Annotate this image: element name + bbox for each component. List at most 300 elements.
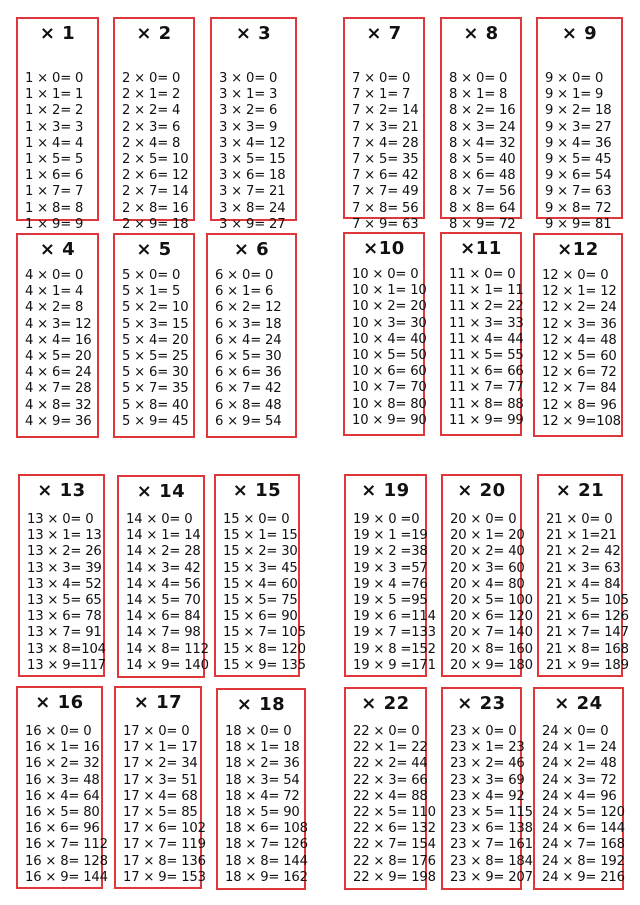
table-row: 19 × 6 =114 bbox=[353, 609, 436, 625]
table-row: 23 × 3= 69 bbox=[450, 772, 525, 788]
table-row: 11 × 0= 0 bbox=[449, 267, 516, 282]
times-table-card bbox=[537, 474, 629, 677]
table-row: 9 × 7= 63 bbox=[545, 184, 612, 200]
times-table-card bbox=[533, 233, 623, 437]
times-table-card bbox=[16, 17, 99, 232]
table-row: 13 × 5= 65 bbox=[27, 593, 102, 609]
table-row: 19 × 0 =0 bbox=[353, 512, 420, 527]
table-row: 24 × 7= 168 bbox=[542, 837, 625, 853]
table-row: 23 × 5= 115 bbox=[450, 805, 533, 821]
table-row: 12 × 9=108 bbox=[542, 413, 621, 429]
table-row: 20 × 8= 160 bbox=[450, 641, 533, 657]
table-row: 23 × 7= 161 bbox=[450, 837, 533, 853]
table-row: 5 × 2= 10 bbox=[122, 300, 189, 316]
table-row: 20 × 3= 60 bbox=[450, 560, 525, 576]
table-row: 6 × 2= 12 bbox=[215, 300, 282, 316]
table-row: 3 × 7= 21 bbox=[219, 184, 286, 200]
table-row: 21 × 0= 0 bbox=[546, 512, 613, 527]
table-row: 11 × 7= 77 bbox=[449, 380, 524, 396]
table-row: 17 × 6= 102 bbox=[123, 821, 206, 837]
table-row: 9 × 4= 36 bbox=[545, 135, 612, 151]
table-title: × 21 bbox=[555, 480, 605, 501]
table-row: 6 × 5= 30 bbox=[215, 349, 282, 365]
table-row: 2 × 8= 16 bbox=[122, 200, 189, 216]
table-row: 5 × 0= 0 bbox=[122, 268, 181, 283]
table-row: 15 × 8= 120 bbox=[223, 641, 306, 657]
table-row: 16 × 7= 112 bbox=[25, 837, 108, 853]
table-rows bbox=[123, 724, 206, 886]
table-title: × 19 bbox=[361, 480, 410, 501]
times-table-card bbox=[117, 475, 209, 678]
table-row: 13 × 0= 0 bbox=[27, 512, 94, 527]
table-rows bbox=[450, 512, 533, 674]
table-rows bbox=[353, 512, 436, 674]
table-row: 12 × 5= 60 bbox=[542, 349, 617, 365]
table-row: 10 × 5= 50 bbox=[352, 348, 427, 364]
table-row: 15 × 5= 75 bbox=[223, 593, 298, 609]
times-table-card bbox=[113, 233, 195, 438]
table-row: 13 × 6= 78 bbox=[27, 609, 102, 625]
table-row: 16 × 6= 96 bbox=[25, 821, 100, 837]
table-rows bbox=[449, 267, 524, 429]
table-row: 18 × 1= 18 bbox=[225, 740, 300, 756]
table-row: 4 × 8= 32 bbox=[25, 397, 92, 413]
table-row: 14 × 2= 28 bbox=[126, 544, 201, 560]
table-row: 12 × 7= 84 bbox=[542, 381, 617, 397]
table-row: 17 × 0= 0 bbox=[123, 724, 190, 739]
table-row: 21 × 7= 147 bbox=[546, 625, 629, 641]
table-row: 11 × 1= 11 bbox=[449, 283, 524, 299]
table-row: 7 × 7= 49 bbox=[352, 184, 419, 200]
table-row: 8 × 8= 64 bbox=[449, 200, 516, 216]
table-row: 4 × 2= 8 bbox=[25, 300, 84, 316]
times-table-card bbox=[344, 687, 436, 890]
table-row: 24 × 1= 24 bbox=[542, 740, 617, 756]
table-row: 15 × 4= 60 bbox=[223, 576, 298, 592]
table-row: 24 × 9= 216 bbox=[542, 869, 625, 885]
table-row: 2 × 9= 18 bbox=[122, 216, 189, 232]
table-row: 20 × 9= 180 bbox=[450, 657, 533, 673]
table-row: 10 × 1= 10 bbox=[352, 283, 427, 299]
table-row: 18 × 2= 36 bbox=[225, 756, 300, 772]
table-row: 11 × 2= 22 bbox=[449, 299, 524, 315]
table-row: 15 × 1= 15 bbox=[223, 528, 298, 544]
table-row: 15 × 9= 135 bbox=[223, 657, 306, 673]
table-row: 12 × 8= 96 bbox=[542, 397, 617, 413]
table-row: 13 × 2= 26 bbox=[27, 544, 102, 560]
table-row: 6 × 0= 0 bbox=[215, 268, 274, 283]
table-rows bbox=[225, 724, 308, 886]
table-row: 15 × 7= 105 bbox=[223, 625, 306, 641]
table-row: 8 × 5= 40 bbox=[449, 152, 516, 168]
table-row: 12 × 2= 24 bbox=[542, 300, 617, 316]
table-row: 11 × 6= 66 bbox=[449, 364, 524, 380]
table-row: 8 × 7= 56 bbox=[449, 184, 516, 200]
table-row: 4 × 5= 20 bbox=[25, 349, 92, 365]
table-row: 18 × 6= 108 bbox=[225, 821, 308, 837]
table-row: 1 × 8= 8 bbox=[25, 200, 84, 216]
table-row: 20 × 4= 80 bbox=[450, 576, 525, 592]
table-row: 1 × 0= 0 bbox=[25, 71, 84, 86]
table-row: 19 × 2 =38 bbox=[353, 544, 428, 560]
table-title: × 24 bbox=[554, 693, 603, 714]
table-title: × 22 bbox=[361, 693, 410, 714]
table-title: ×11 bbox=[460, 238, 502, 259]
table-rows bbox=[223, 512, 306, 674]
table-row: 17 × 1= 17 bbox=[123, 740, 198, 756]
table-row: 23 × 0= 0 bbox=[450, 724, 517, 739]
table-row: 22 × 9= 198 bbox=[353, 869, 436, 885]
table-title: × 14 bbox=[136, 481, 186, 502]
table-row: 2 × 6= 12 bbox=[122, 168, 189, 184]
table-row: 3 × 5= 15 bbox=[219, 152, 286, 168]
table-title: × 2 bbox=[136, 23, 172, 44]
table-row: 5 × 7= 35 bbox=[122, 381, 189, 397]
table-row: 5 × 4= 20 bbox=[122, 332, 189, 348]
table-title: ×10 bbox=[363, 238, 405, 259]
table-row: 1 × 1= 1 bbox=[25, 87, 84, 103]
table-row: 2 × 5= 10 bbox=[122, 152, 189, 168]
table-row: 14 × 8= 112 bbox=[126, 641, 209, 657]
table-row: 2 × 7= 14 bbox=[122, 184, 189, 200]
table-row: 7 × 3= 21 bbox=[352, 119, 419, 135]
table-row: 21 × 9= 189 bbox=[546, 657, 629, 673]
table-row: 16 × 2= 32 bbox=[25, 756, 100, 772]
table-title: × 8 bbox=[463, 23, 499, 44]
table-rows bbox=[545, 71, 611, 233]
table-row: 20 × 6= 120 bbox=[450, 609, 533, 625]
table-row: 2 × 4= 8 bbox=[122, 135, 181, 151]
table-title: × 18 bbox=[236, 694, 286, 715]
times-table-card bbox=[114, 686, 206, 889]
table-row: 14 × 6= 84 bbox=[126, 609, 201, 625]
table-row: 1 × 4= 4 bbox=[25, 135, 84, 151]
table-row: 11 × 3= 33 bbox=[449, 315, 524, 331]
table-rows bbox=[353, 724, 436, 886]
table-row: 8 × 9= 72 bbox=[449, 216, 516, 232]
table-row: 14 × 9= 140 bbox=[126, 657, 209, 673]
table-row: 23 × 1= 23 bbox=[450, 740, 525, 756]
table-row: 22 × 2= 44 bbox=[353, 756, 428, 772]
table-row: 13 × 4= 52 bbox=[27, 576, 102, 592]
table-row: 9 × 3= 27 bbox=[545, 119, 612, 135]
table-rows bbox=[352, 267, 427, 429]
table-row: 23 × 8= 184 bbox=[450, 853, 533, 869]
table-rows bbox=[122, 268, 188, 430]
table-row: 9 × 1= 9 bbox=[545, 87, 604, 103]
times-table-card bbox=[113, 17, 195, 232]
table-title: × 7 bbox=[366, 23, 402, 44]
table-row: 1 × 3= 3 bbox=[25, 119, 84, 135]
table-row: 6 × 6= 36 bbox=[215, 365, 282, 381]
table-row: 12 × 3= 36 bbox=[542, 316, 617, 332]
table-row: 4 × 9= 36 bbox=[25, 413, 92, 429]
table-row: 8 × 2= 16 bbox=[449, 103, 516, 119]
table-row: 14 × 1= 14 bbox=[126, 528, 201, 544]
table-row: 19 × 3 =57 bbox=[353, 560, 428, 576]
table-row: 10 × 0= 0 bbox=[352, 267, 419, 282]
table-row: 14 × 4= 56 bbox=[126, 576, 201, 592]
table-row: 14 × 7= 98 bbox=[126, 625, 201, 641]
table-row: 5 × 6= 30 bbox=[122, 365, 189, 381]
table-rows bbox=[27, 512, 106, 674]
table-row: 4 × 6= 24 bbox=[25, 365, 92, 381]
table-row: 21 × 6= 126 bbox=[546, 609, 629, 625]
table-row: 6 × 4= 24 bbox=[215, 332, 282, 348]
table-row: 9 × 2= 18 bbox=[545, 103, 612, 119]
table-row: 17 × 7= 119 bbox=[123, 837, 206, 853]
table-title: × 13 bbox=[37, 480, 86, 501]
table-title: × 9 bbox=[561, 23, 598, 44]
times-table-card bbox=[441, 687, 533, 890]
table-row: 14 × 0= 0 bbox=[126, 512, 193, 527]
table-row: 10 × 2= 20 bbox=[352, 299, 427, 315]
table-row: 18 × 3= 54 bbox=[225, 772, 300, 788]
table-row: 8 × 4= 32 bbox=[449, 135, 516, 151]
table-row: 3 × 3= 9 bbox=[219, 119, 278, 135]
table-row: 1 × 7= 7 bbox=[25, 184, 84, 200]
table-row: 17 × 5= 85 bbox=[123, 805, 198, 821]
table-row: 8 × 1= 8 bbox=[449, 87, 508, 103]
table-row: 4 × 3= 12 bbox=[25, 316, 92, 332]
table-row: 13 × 9=117 bbox=[27, 657, 106, 673]
table-row: 17 × 3= 51 bbox=[123, 772, 198, 788]
table-row: 22 × 0= 0 bbox=[353, 724, 420, 739]
table-row: 9 × 0= 0 bbox=[545, 71, 604, 86]
table-row: 6 × 8= 48 bbox=[215, 397, 282, 413]
table-row: 4 × 0= 0 bbox=[25, 268, 84, 283]
table-row: 2 × 1= 2 bbox=[122, 87, 181, 103]
table-rows bbox=[449, 71, 515, 233]
table-row: 10 × 3= 30 bbox=[352, 315, 427, 331]
table-row: 9 × 6= 54 bbox=[545, 168, 612, 184]
table-row: 19 × 7 =133 bbox=[353, 625, 436, 641]
table-row: 9 × 5= 45 bbox=[545, 152, 612, 168]
table-row: 23 × 2= 46 bbox=[450, 756, 525, 772]
table-row: 16 × 1= 16 bbox=[25, 740, 100, 756]
table-row: 17 × 4= 68 bbox=[123, 788, 198, 804]
times-table-card bbox=[216, 688, 306, 890]
table-rows bbox=[215, 268, 281, 430]
table-rows bbox=[122, 71, 188, 233]
table-row: 20 × 1= 20 bbox=[450, 528, 525, 544]
table-rows bbox=[25, 724, 108, 886]
table-row: 5 × 1= 5 bbox=[122, 284, 181, 300]
table-title: × 15 bbox=[232, 480, 282, 501]
table-row: 9 × 9= 81 bbox=[545, 216, 612, 232]
table-row: 19 × 1 =19 bbox=[353, 528, 428, 544]
table-row: 1 × 9= 9 bbox=[25, 216, 84, 232]
table-row: 21 × 3= 63 bbox=[546, 560, 621, 576]
times-table-card bbox=[440, 17, 522, 232]
table-row: 7 × 0= 0 bbox=[352, 71, 411, 86]
table-row: 7 × 6= 42 bbox=[352, 168, 419, 184]
table-rows bbox=[542, 268, 621, 430]
times-table-card bbox=[210, 17, 297, 232]
table-row: 19 × 8 =152 bbox=[353, 641, 436, 657]
table-row: 24 × 3= 72 bbox=[542, 772, 617, 788]
table-row: 22 × 3= 66 bbox=[353, 772, 428, 788]
table-row: 11 × 5= 55 bbox=[449, 348, 524, 364]
table-row: 14 × 5= 70 bbox=[126, 593, 201, 609]
table-row: 5 × 3= 15 bbox=[122, 316, 189, 332]
table-rows bbox=[542, 724, 625, 886]
table-row: 22 × 4= 88 bbox=[353, 788, 428, 804]
table-row: 15 × 0= 0 bbox=[223, 512, 290, 527]
table-row: 4 × 4= 16 bbox=[25, 332, 92, 348]
table-row: 17 × 8= 136 bbox=[123, 853, 206, 869]
times-table-card bbox=[536, 17, 623, 232]
table-row: 20 × 2= 40 bbox=[450, 544, 525, 560]
table-row: 9 × 8= 72 bbox=[545, 200, 612, 216]
table-row: 14 × 3= 42 bbox=[126, 560, 201, 576]
table-row: 5 × 9= 45 bbox=[122, 413, 189, 429]
table-row: 16 × 3= 48 bbox=[25, 772, 100, 788]
table-row: 3 × 1= 3 bbox=[219, 87, 278, 103]
table-rows bbox=[546, 512, 629, 674]
times-table-card bbox=[16, 233, 99, 438]
table-title: ×12 bbox=[557, 239, 599, 260]
table-row: 20 × 0= 0 bbox=[450, 512, 517, 527]
table-row: 10 × 6= 60 bbox=[352, 364, 427, 380]
table-row: 15 × 3= 45 bbox=[223, 560, 298, 576]
table-row: 24 × 6= 144 bbox=[542, 821, 625, 837]
table-row: 18 × 9= 162 bbox=[225, 869, 308, 885]
table-title: × 6 bbox=[233, 239, 270, 260]
table-row: 16 × 5= 80 bbox=[25, 805, 100, 821]
table-row: 23 × 6= 138 bbox=[450, 821, 533, 837]
table-row: 12 × 0= 0 bbox=[542, 268, 609, 283]
table-row: 11 × 4= 44 bbox=[449, 331, 524, 347]
table-row: 18 × 0= 0 bbox=[225, 724, 292, 739]
table-row: 6 × 3= 18 bbox=[215, 316, 282, 332]
table-row: 23 × 9= 207 bbox=[450, 869, 533, 885]
table-row: 24 × 0= 0 bbox=[542, 724, 609, 739]
table-row: 7 × 5= 35 bbox=[352, 152, 419, 168]
table-row: 19 × 5 =95 bbox=[353, 593, 428, 609]
table-row: 21 × 8= 168 bbox=[546, 641, 629, 657]
table-row: 20 × 5= 100 bbox=[450, 593, 533, 609]
table-row: 24 × 2= 48 bbox=[542, 756, 617, 772]
table-row: 21 × 1=21 bbox=[546, 528, 617, 544]
table-row: 19 × 9 =171 bbox=[353, 657, 436, 673]
table-row: 3 × 2= 6 bbox=[219, 103, 278, 119]
table-row: 22 × 7= 154 bbox=[353, 837, 436, 853]
table-row: 2 × 0= 0 bbox=[122, 71, 181, 86]
times-table-card bbox=[441, 474, 533, 677]
table-title: × 16 bbox=[35, 692, 84, 713]
table-row: 21 × 5= 105 bbox=[546, 593, 629, 609]
table-row: 11 × 8= 88 bbox=[449, 396, 524, 412]
table-row: 6 × 9= 54 bbox=[215, 413, 282, 429]
times-table-card bbox=[214, 474, 306, 677]
table-row: 15 × 6= 90 bbox=[223, 609, 298, 625]
table-rows bbox=[126, 512, 209, 674]
table-title: × 4 bbox=[39, 239, 76, 260]
table-title: × 20 bbox=[457, 480, 506, 501]
table-row: 22 × 6= 132 bbox=[353, 821, 436, 837]
table-title: × 17 bbox=[133, 692, 183, 713]
table-row: 7 × 8= 56 bbox=[352, 200, 419, 216]
table-row: 22 × 5= 110 bbox=[353, 805, 436, 821]
table-row: 18 × 7= 126 bbox=[225, 837, 308, 853]
table-row: 17 × 2= 34 bbox=[123, 756, 198, 772]
table-row: 13 × 7= 91 bbox=[27, 625, 102, 641]
times-table-card bbox=[344, 474, 436, 677]
table-title: × 1 bbox=[39, 23, 76, 44]
table-row: 12 × 6= 72 bbox=[542, 365, 617, 381]
table-row: 3 × 0= 0 bbox=[219, 71, 278, 86]
table-row: 13 × 3= 39 bbox=[27, 560, 102, 576]
table-row: 15 × 2= 30 bbox=[223, 544, 298, 560]
table-row: 8 × 6= 48 bbox=[449, 168, 516, 184]
table-row: 11 × 9= 99 bbox=[449, 412, 524, 428]
table-row: 1 × 6= 6 bbox=[25, 168, 84, 184]
table-row: 4 × 7= 28 bbox=[25, 381, 92, 397]
table-row: 23 × 4= 92 bbox=[450, 788, 525, 804]
table-row: 10 × 8= 80 bbox=[352, 396, 427, 412]
table-row: 18 × 4= 72 bbox=[225, 788, 300, 804]
table-row: 7 × 9= 63 bbox=[352, 216, 419, 232]
table-row: 17 × 9= 153 bbox=[123, 869, 206, 885]
table-row: 12 × 4= 48 bbox=[542, 332, 617, 348]
times-table-card bbox=[16, 686, 108, 889]
table-row: 5 × 8= 40 bbox=[122, 397, 189, 413]
table-row: 21 × 4= 84 bbox=[546, 576, 621, 592]
table-row: 7 × 4= 28 bbox=[352, 135, 419, 151]
table-row: 6 × 1= 6 bbox=[215, 284, 274, 300]
table-row: 5 × 5= 25 bbox=[122, 349, 189, 365]
table-row: 16 × 8= 128 bbox=[25, 853, 108, 869]
table-row: 1 × 5= 5 bbox=[25, 152, 84, 168]
times-table-card bbox=[533, 687, 624, 890]
table-row: 16 × 9= 144 bbox=[25, 869, 108, 885]
table-row: 10 × 7= 70 bbox=[352, 380, 427, 396]
table-row: 22 × 8= 176 bbox=[353, 853, 436, 869]
table-row: 8 × 0= 0 bbox=[449, 71, 508, 86]
table-row: 2 × 2= 4 bbox=[122, 103, 181, 119]
table-rows bbox=[25, 268, 91, 430]
table-rows bbox=[450, 724, 533, 886]
table-row: 3 × 9= 27 bbox=[219, 216, 286, 232]
table-row: 22 × 1= 22 bbox=[353, 740, 428, 756]
table-row: 20 × 7= 140 bbox=[450, 625, 533, 641]
table-rows bbox=[219, 71, 285, 233]
table-row: 3 × 6= 18 bbox=[219, 168, 286, 184]
table-title: × 5 bbox=[136, 239, 172, 260]
times-table-card bbox=[206, 233, 297, 438]
times-table-card bbox=[440, 232, 522, 436]
table-row: 3 × 8= 24 bbox=[219, 200, 286, 216]
table-row: 10 × 9= 90 bbox=[352, 412, 427, 428]
table-row: 19 × 4 =76 bbox=[353, 576, 428, 592]
table-row: 16 × 4= 64 bbox=[25, 788, 100, 804]
times-table-card bbox=[343, 232, 425, 436]
table-rows bbox=[25, 71, 83, 233]
table-row: 8 × 3= 24 bbox=[449, 119, 516, 135]
table-row: 7 × 2= 14 bbox=[352, 103, 419, 119]
table-row: 2 × 3= 6 bbox=[122, 119, 181, 135]
table-row: 7 × 1= 7 bbox=[352, 87, 411, 103]
table-row: 18 × 8= 144 bbox=[225, 853, 308, 869]
times-table-card bbox=[343, 17, 425, 232]
table-row: 1 × 2= 2 bbox=[25, 103, 84, 119]
table-row: 13 × 8=104 bbox=[27, 641, 106, 657]
table-row: 13 × 1= 13 bbox=[27, 528, 102, 544]
table-row: 16 × 0= 0 bbox=[25, 724, 92, 739]
table-title: × 3 bbox=[235, 23, 272, 44]
table-title: × 23 bbox=[457, 693, 506, 714]
